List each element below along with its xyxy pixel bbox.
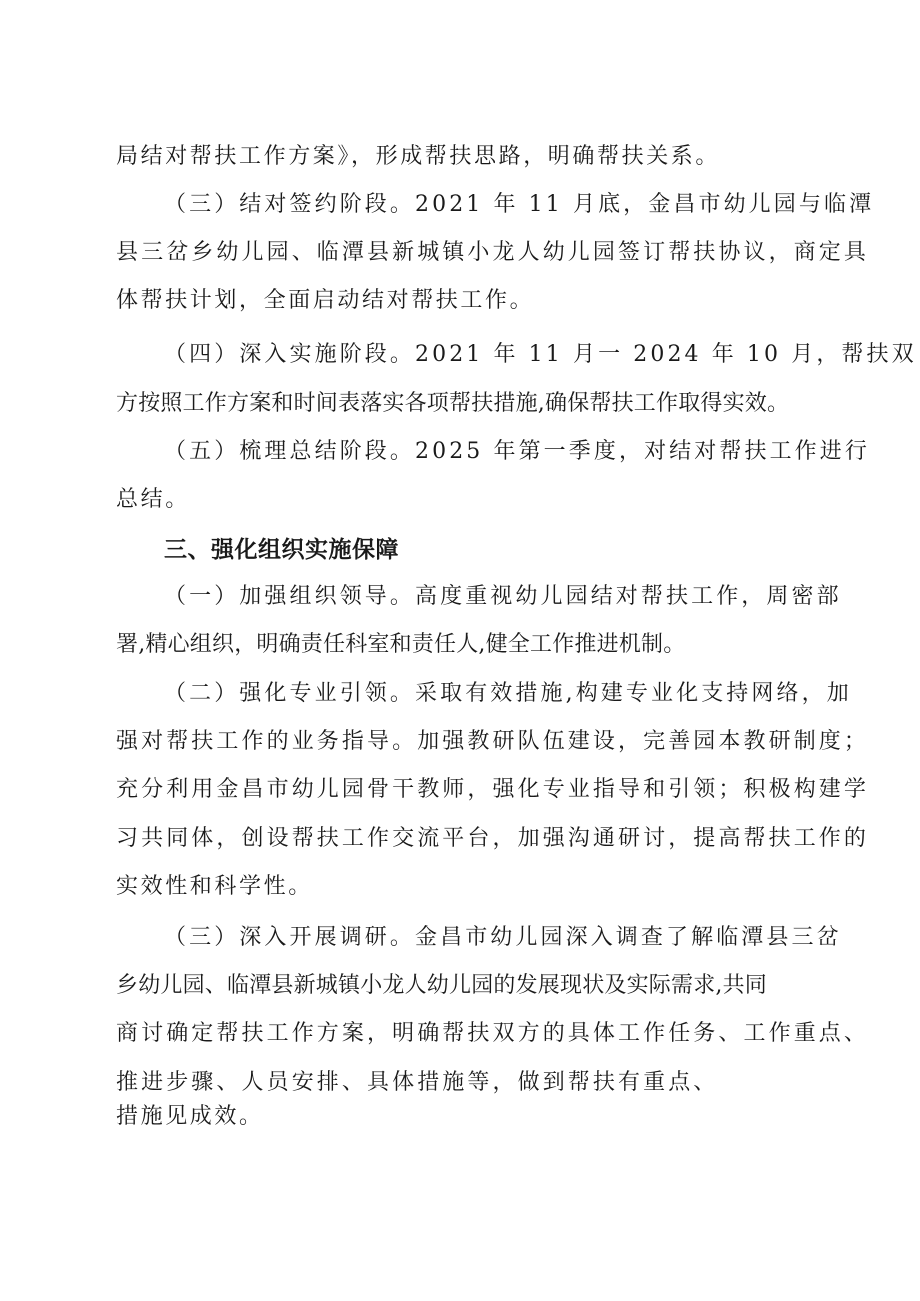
paragraph-line: 推进步骤、人员安排、具体措施等，做到帮扶有重点、 [116, 1070, 719, 1095]
paragraph-line: 乡幼儿园、临潭县新城镇小龙人幼儿园的发展现状及实际需求,共同 [116, 973, 767, 998]
paragraph-line: 总结。 [116, 487, 190, 512]
paragraph-line: （三）深入开展调研。金昌市幼儿园深入调查了解临潭县三岔 [164, 925, 842, 950]
paragraph-line: 方按照工作方案和时间表落实各项帮扶措施,确保帮扶工作取得实效。 [116, 391, 790, 416]
paragraph-line: （四）深入实施阶段。2021 年 11 月一 2024 年 10 月，帮扶双 [164, 342, 917, 367]
paragraph-line: 县三岔乡幼儿园、临潭县新城镇小龙人幼儿园签订帮扶协议，商定具 [116, 240, 870, 265]
paragraph-line: 习共同体，创设帮扶工作交流平台，加强沟通研讨，提高帮扶工作的 [116, 826, 870, 851]
paragraph-line: （一）加强组织领导。高度重视幼儿园结对帮扶工作，周密部 [164, 584, 842, 609]
paragraph-line: 体帮扶计划，全面启动结对帮扶工作。 [116, 288, 535, 313]
paragraph-line: 措施见成效。 [116, 1104, 264, 1129]
paragraph-line: （二）强化专业引领。采取有效措施,构建专业化支持网络，加 [164, 681, 852, 706]
section-heading: 三、强化组织实施保障 [164, 537, 399, 563]
paragraph-line: 商讨确定帮扶工作方案，明确帮扶双方的具体工作任务、工作重点、 [116, 1021, 870, 1046]
paragraph-line: （三）结对签约阶段。2021 年 11 月底，金昌市幼儿园与临潭 [164, 192, 875, 217]
paragraph-line: 局结对帮扶工作方案》，形成帮扶思路，明确帮扶关系。 [116, 144, 721, 169]
paragraph-line: 强对帮扶工作的业务指导。加强教研队伍建设，完善园本教研制度； [116, 729, 870, 754]
paragraph-line: 署,精心组织，明确责任科室和责任人,健全工作推进机制。 [116, 632, 686, 657]
paragraph-line: （五）梳理总结阶段。2025 年第一季度，对结对帮扶工作进行 [164, 439, 870, 464]
paragraph-line: 实效性和科学性。 [116, 874, 313, 899]
paragraph-line: 充分利用金昌市幼儿园骨干教师，强化专业指导和引领；积极构建学 [116, 777, 870, 802]
